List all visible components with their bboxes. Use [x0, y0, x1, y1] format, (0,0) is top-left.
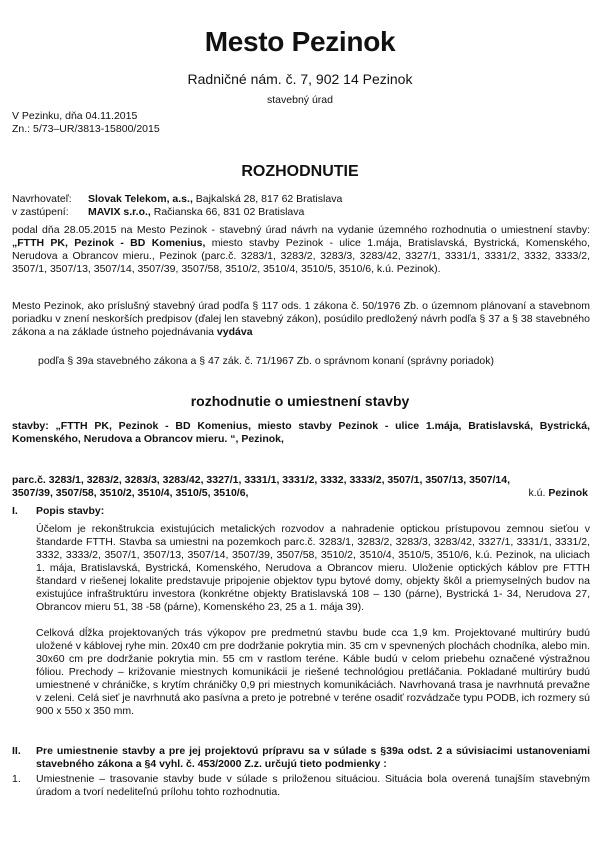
representative-name: MAVIX s.r.o.,	[88, 206, 151, 218]
intro-project-name: „FTTH PK, Pezinok - BD Komenius,	[12, 237, 206, 249]
applicant-address: Bajkalská 28, 817 62 Bratislava	[192, 193, 343, 205]
applicant-label: Navrhovateľ:	[12, 193, 72, 205]
reference-number: Zn.: 5/73–UR/3813-15800/2015	[12, 123, 160, 135]
cadastral-label: k.ú.	[528, 487, 549, 499]
parcels-line-2-row	[12, 487, 588, 500]
parcels-line-2: 3507/39, 3507/58, 3510/2, 3510/4, 3510/5, 3510/6,	[12, 487, 249, 499]
authority-paragraph	[12, 300, 590, 339]
parcels-line-1: parc.č. 3283/1, 3283/2, 3283/3, 3283/42, 3327/1, 3331/1, 3331/2, 3332, 3333/2, 3507/1, 3507/13, 3507/14,	[12, 474, 511, 486]
representative-row	[12, 206, 304, 219]
authority-text: Mesto Pezinok, ako príslušný stavebný úrad podľa § 117 ods. 1 zákona č. 50/1976 Zb. o územnom plánovaní a stavebnom poriadku v znení neskorších predpisov (ďalej len stavebný zákon), posúdilo predložený návrh podľa § 37 a § 38 stavebného zákona a na základe ústneho pojednávania	[12, 300, 590, 338]
section-1-title: Popis stavby:	[36, 505, 105, 517]
condition-1-text: Umiestnenie – trasovanie stavby bude v súlade s priloženou situáciou. Situácia bola overená tunajším stavebným úradom a tvorí nedeliteľnú prílohu tohto rozhodnutia.	[36, 773, 590, 798]
municipality-title: Mesto Pezinok	[204, 26, 396, 57]
section-1-number: I.	[12, 505, 18, 517]
section-2-title: Pre umiestnenie stavby a pre jej projektovú prípravu sa v súlade s §39a odst. 2 a súvisiacimi ustanoveniami stavebného zákona a §4 vyhl. č. 453/2000 Z.z. určujú tieto podmienky :	[36, 745, 590, 770]
date-line: V Pezinku, dňa 04.11.2015	[12, 110, 138, 122]
representative-label: v zastúpení:	[12, 206, 69, 218]
document-heading: ROZHODNUTIE	[241, 163, 359, 180]
intro-paragraph	[12, 224, 590, 276]
applicant-row	[12, 193, 342, 206]
representative-address: Račianska 66, 831 02 Bratislava	[150, 206, 305, 218]
condition-1-number: 1.	[12, 773, 21, 785]
office-name: stavebný úrad	[267, 94, 333, 106]
cadastral-value: Pezinok	[548, 487, 588, 499]
section-1-description: Účelom je rekonštrukcia existujúcich metalických rozvodov a nahradenie optickou prístupovou zemnou sieťou v štandarde FTTH. Stavba sa umiestni na pozemkoch parc.č. 3283/1, 3283/2, 3283/3, 3283/42, 3327/1, 3331/1, 3331/2, 3332, 3333/2, 3507/1, 3507/13, 3507/14, 3507/39, 3507/58, 3510/2, 3510/4, 3510/5, 3510/6, k.ú. Pezinok, na uliciach 1. mája, Bratislavská, Bystrická, Komenského, Nerudova a Obrancov mieru. Uloženie optických káblov pre FTTH štandard v riešenej lokalite predstavuje pripojenie objektov typu bytové domy, objekty škôl a priemyselných budov na existujúce infraštruktúru investora (konkrétne objekty Bratislavská 108 – 130 (párne), Bystrická 1- 34, Nerudova 27, Obrancov mieru 51, 38 -58 (párne), Komenského 23, 25 a 1. mája 39).	[36, 523, 590, 613]
stavby-statement: stavby: „FTTH PK, Pezinok - BD Komenius, miesto stavby Pezinok - ulice 1.mája, Bratislavská, Bystrická, Komenského, Nerudova a Obrancov mieru. “, Pezinok,	[12, 420, 590, 445]
authority-issues: vydáva	[216, 326, 253, 338]
applicant-name: Slovak Telekom, a.s.,	[88, 193, 193, 205]
municipality-address: Radničné nám. č. 7, 902 14 Pezinok	[187, 71, 413, 87]
legal-basis: podľa § 39a stavebného zákona a § 47 zák. č. 71/1967 Zb. o správnom konaní (správny poriadok)	[38, 355, 495, 367]
intro-text-c: miesto stavby Pezinok - ulice 1.mája, Bratislavská, Bystrická, Komenského, Nerudova a Obrancov mieru., Pezinok (parc.č. 3283/1, 3283/2, 3283/3, 3283/42, 3327/1, 3331/1, 3331/2, 3332, 3333/2, 3507/1, 3507/13, 3507/14, 3507/39, 3507/58, 3510/2, 3510/4, 3510/5, 3510/6, k.ú. Pezinok).	[12, 237, 590, 275]
cadastral-area	[528, 487, 588, 500]
decision-subtitle: rozhodnutie o umiestnení stavby	[190, 393, 410, 409]
section-1-details: Celková dĺžka projektovaných trás výkopov pre predmetnú stavbu bude cca 1,9 km. Projektované multirúry budú uložené v káblovej ryhe min. 20x40 cm pre dodržanie pokrytia min. 35 cm v spevnených plochách chodníka, alebo min. 30x60 cm pre dodržanie pokrytia min. 55 cm v rastlom teréne. Káble budú v celom priebehu označené výstražnou fóliou. Prechody – križovanie miestnych komunikácii je riešené technológiou pretláčania. Pokladané multirúry budú umiestnené v chráničke, s krytím chráničky 0,9 pri miestnych komunikáciách. Navrhovaná trasa je navrhnutá prevažne v zeleni. Celá sieť je navrhnutá ako pasívna a preto je potrebné v teréne osadiť rozvádzače typu PODB, ich rozmery sú 900 x 550 x 350 mm.	[36, 627, 590, 717]
section-2-number: II.	[12, 745, 21, 757]
intro-text-a: podal dňa 28.05.2015 na Mesto Pezinok - stavebný úrad návrh na vydanie územného rozhodnutia o umiestnení stavby:	[12, 224, 590, 236]
